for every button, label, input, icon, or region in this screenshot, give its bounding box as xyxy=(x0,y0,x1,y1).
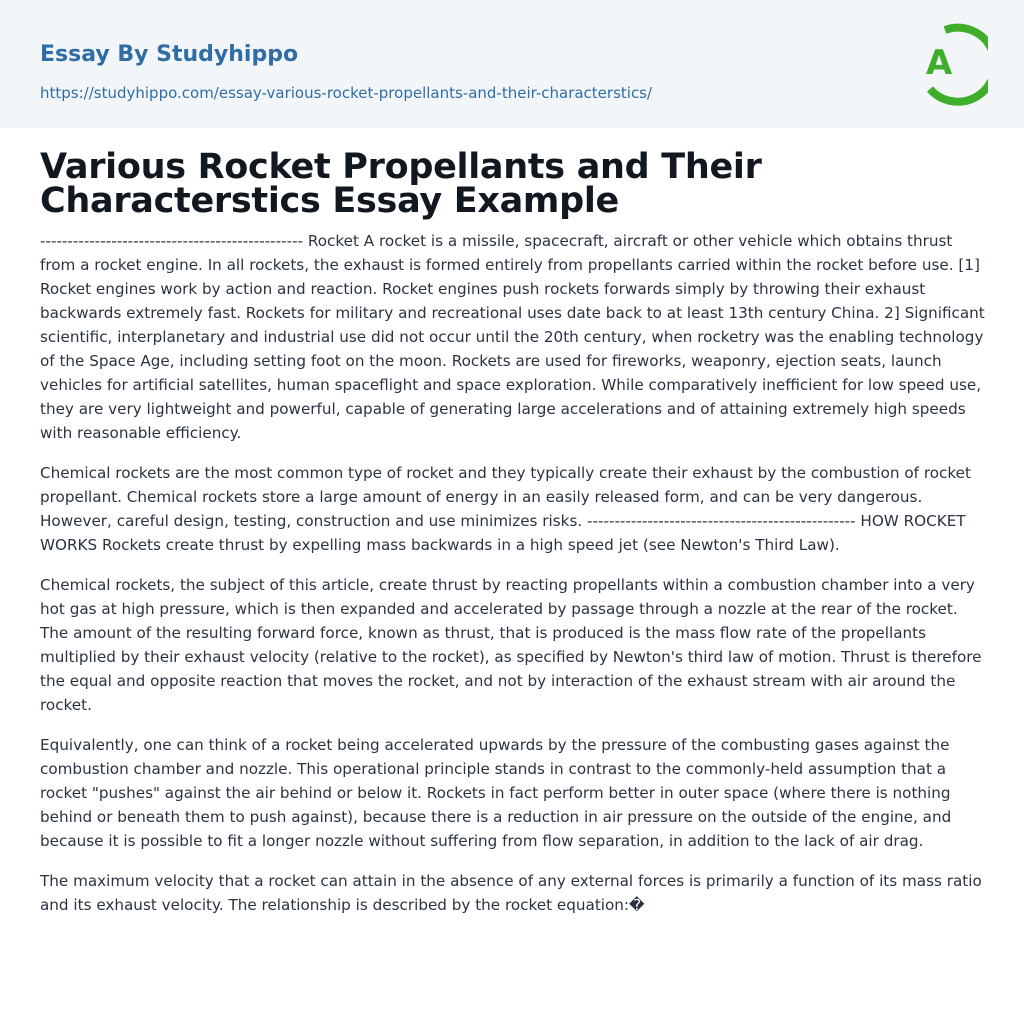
paragraph: Equivalently, one can think of a rocket being accelerated upwards by the pressure of the combusting gases against the combustion chamber and nozzle. This operational principle stands in contrast to the commonly-held assumption that a rocket "pushes" against the air behind or below it. Rockets in fact perform better in outer space (where there is nothing behind or beneath them to push against), because there is a reduction in air pressure on the outside of the engine, and because it is possible to fit a longer nozzle without suffering from flow separation, in addition to the lack of air drag. xyxy=(40,736,952,850)
page-title: Various Rocket Propellants and Their Characterstics Essay Example xyxy=(40,147,762,221)
page-url-link[interactable]: https://studyhippo.com/essay-various-rocket-propellants-and-their-characterstics/ xyxy=(40,84,653,102)
paragraph: The maximum velocity that a rocket can attain in the absence of any external forces is primarily a function of its mass ratio and its exhaust velocity. The relationship is described by the rocket equation:� xyxy=(40,872,982,914)
site-header xyxy=(0,0,1024,128)
site-brand[interactable]: Essay By Studyhippo xyxy=(40,42,299,67)
paragraph: Chemical rockets, the subject of this article, create thrust by reacting propellants within a combustion chamber into a very hot gas at high pressure, which is then expanded and accelerated by passage through a nozzle at the rear of the rocket. The amount of the resulting forward force, known as thrust, that is produced is the mass flow rate of the propellants multiplied by their exhaust velocity (relative to the rocket), as specified by Newton's third law of motion. Thrust is therefore the equal and opposite reaction that moves the rocket, and not by interaction of the exhaust stream with air around the rocket. xyxy=(40,576,982,714)
logo-letter: A xyxy=(925,43,953,83)
article-body xyxy=(40,229,990,933)
paragraph: Chemical rockets are the most common type of rocket and they typically create their exhaust by the combustion of rocket propellant. Chemical rockets store a large amount of energy in an easily released form, and can be very dangerous. However, careful design, testing, construction and use minimizes risks. ------------------------------------------------- HOW ROCKET WORKS Rockets create thrust by expelling mass backwards in a high speed jet (see Newton's Third Law). xyxy=(40,464,971,554)
paragraph: ------------------------------------------------ Rocket A rocket is a missile, spacecraft, aircraft or other vehicle which obtains thrust from a rocket engine. In all rockets, the exhaust is formed entirely from propellants carried within the rocket before use. [1] Rocket engines work by action and reaction. Rocket engines push rockets forwards simply by throwing their exhaust backwards extremely fast. Rockets for military and recreational uses date back to at least 13th century China. 2] Significant scientific, interplanetary and industrial use did not occur until the 20th century, when rocketry was the enabling technology of the Space Age, including setting foot on the moon. Rockets are used for fireworks, weaponry, ejection seats, launch vehicles for artificial satellites, human spaceflight and space exploration. While comparatively inefficient for low speed use, they are very lightweight and powerful, capable of generating large accelerations and of attaining extremely high speeds with reasonable efficiency. xyxy=(40,232,985,442)
studyhippo-logo-icon[interactable] xyxy=(912,18,988,108)
